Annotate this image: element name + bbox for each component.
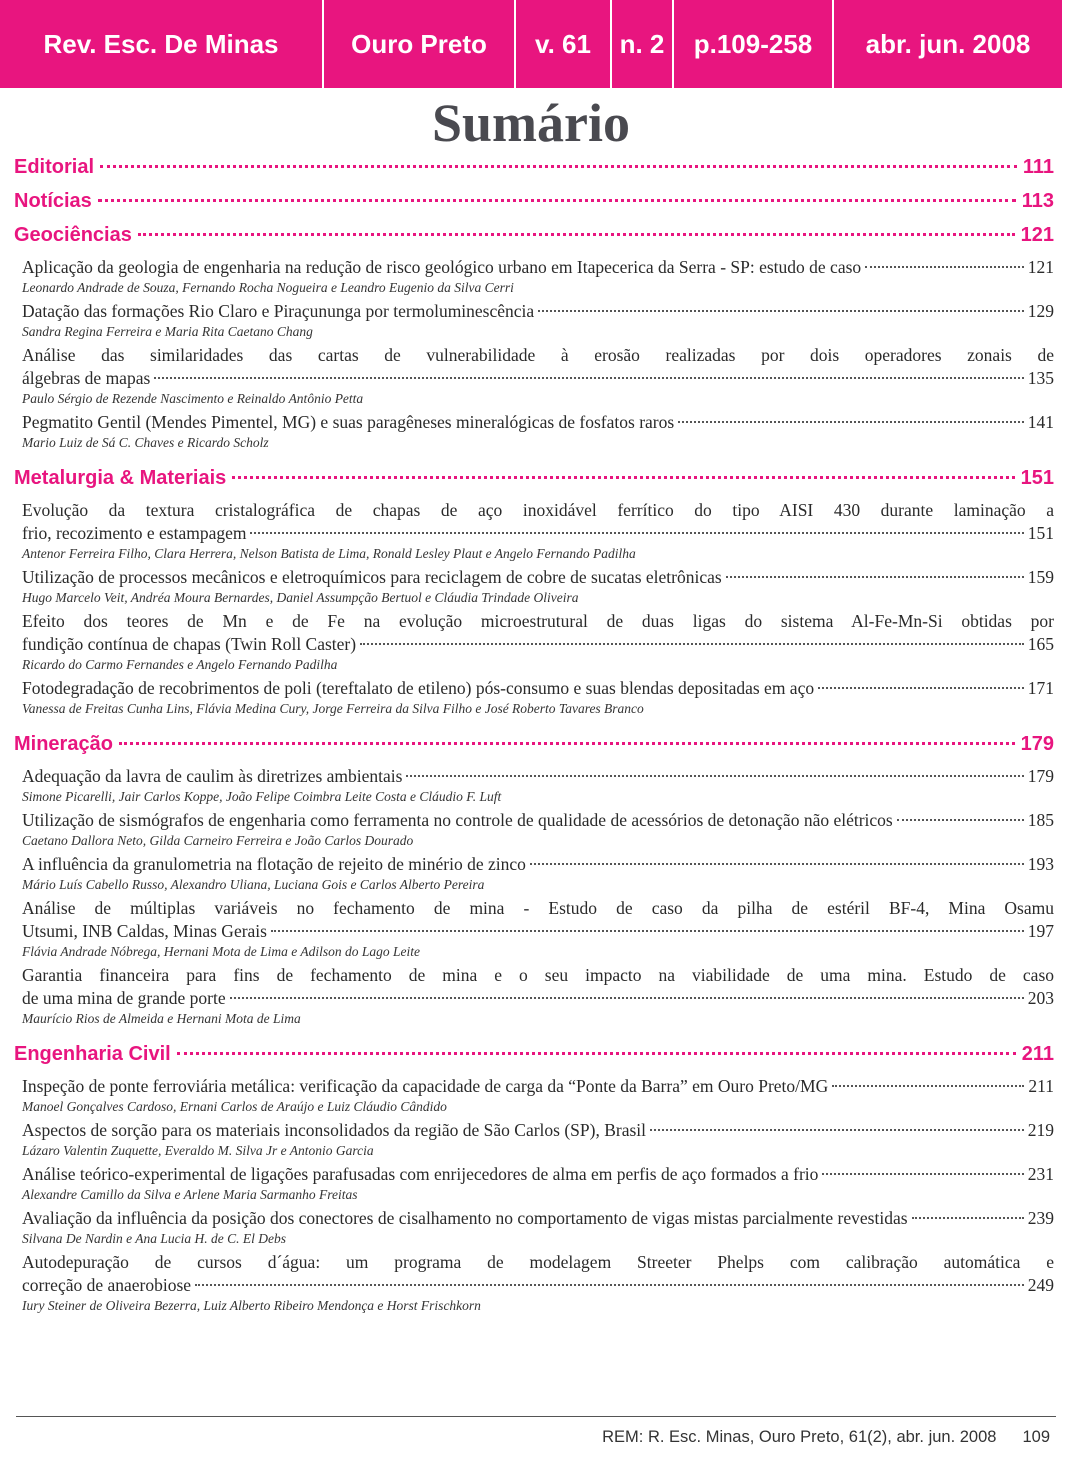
section-heading[interactable] bbox=[14, 224, 1054, 252]
article-authors: Antenor Ferreira Filho, Clara Herrera, Nelson Batista de Lima, Ronald Lesley Plaut e Angelo Fernando Padilha bbox=[22, 546, 636, 561]
dot-leader bbox=[232, 476, 1014, 479]
header-journal: Rev. Esc. De Minas bbox=[0, 0, 324, 88]
article-title-line: Inspeção de ponte ferroviária metálica: verificação da capacidade de carga da “Ponte da Barra” em Ouro Preto/MG bbox=[22, 1076, 829, 1096]
article-title bbox=[22, 853, 1054, 876]
article-entry[interactable] bbox=[14, 300, 1054, 340]
article-authors: Iury Steiner de Oliveira Bezerra, Luiz Alberto Ribeiro Mendonça e Horst Frischkorn bbox=[22, 1298, 481, 1313]
article-page: 249 bbox=[1027, 1275, 1054, 1295]
dot-leader bbox=[195, 1284, 1024, 1286]
article-title bbox=[22, 566, 1054, 589]
section-heading[interactable] bbox=[14, 467, 1054, 495]
article-entry[interactable] bbox=[14, 499, 1054, 562]
section-name: Editorial bbox=[14, 156, 95, 178]
section-page: 113 bbox=[1021, 190, 1054, 212]
header-date: abr. jun. 2008 bbox=[865, 28, 1031, 59]
dot-leader bbox=[897, 819, 1024, 821]
article-authors: Manoel Gonçalves Cardoso, Ernani Carlos de Araújo e Luiz Cláudio Cândido bbox=[22, 1099, 447, 1114]
article-title-line: Garantia financeira para fins de fechamento de mina e o seu impacto na viabilidade de uma mina. Estudo de caso bbox=[22, 965, 1054, 985]
dot-leader bbox=[406, 775, 1023, 777]
article-entry[interactable] bbox=[14, 1119, 1054, 1159]
article-title-line: álgebras de mapas bbox=[22, 368, 151, 388]
article-page: 135 bbox=[1027, 368, 1054, 388]
dot-leader bbox=[230, 997, 1024, 999]
dot-leader bbox=[271, 930, 1024, 932]
article-title-line: Utilização de processos mecânicos e eletroquímicos para reciclagem de cobre de sucatas eletrônicas bbox=[22, 567, 722, 587]
article-title bbox=[22, 256, 1054, 279]
section-name: Notícias bbox=[14, 190, 92, 212]
dot-leader bbox=[138, 233, 1015, 236]
dot-leader bbox=[100, 165, 1017, 168]
article-title bbox=[22, 300, 1054, 323]
article-entry[interactable] bbox=[14, 1075, 1054, 1115]
section-heading[interactable] bbox=[14, 156, 1054, 184]
article-entry[interactable] bbox=[14, 809, 1054, 849]
footer-page-number: 109 bbox=[1022, 1428, 1050, 1446]
article-entry[interactable] bbox=[14, 1163, 1054, 1203]
dot-leader bbox=[818, 687, 1024, 689]
article-title bbox=[22, 1207, 1054, 1230]
dot-leader bbox=[154, 377, 1023, 379]
journal-header-bar bbox=[0, 0, 1062, 88]
section-heading[interactable] bbox=[14, 190, 1054, 218]
article-title-line: de uma mina de grande porte bbox=[22, 988, 226, 1008]
article-authors: Caetano Dallora Neto, Gilda Carneiro Ferreira e João Carlos Dourado bbox=[22, 833, 414, 848]
article-entry[interactable] bbox=[14, 1251, 1054, 1314]
section-heading[interactable] bbox=[14, 1043, 1054, 1071]
article-authors: Alexandre Camillo da Silva e Arlene Maria Sarmanho Freitas bbox=[22, 1187, 358, 1202]
article-title bbox=[22, 1075, 1054, 1098]
article-page: 141 bbox=[1027, 412, 1054, 432]
article-title bbox=[22, 1163, 1054, 1186]
article-page: 185 bbox=[1027, 810, 1054, 830]
article-authors: Mario Luiz de Sá C. Chaves e Ricardo Scholz bbox=[22, 435, 269, 450]
article-title bbox=[22, 765, 1054, 788]
article-page: 151 bbox=[1027, 523, 1054, 543]
dot-leader bbox=[538, 310, 1024, 312]
article-entry[interactable] bbox=[14, 765, 1054, 805]
article-title-line: Aplicação da geologia de engenharia na redução de risco geológico urbano em Itapecerica da Serra - SP: estudo de caso bbox=[22, 257, 862, 277]
article-title-line: frio, recozimento e estampagem bbox=[22, 523, 247, 543]
article-title bbox=[22, 499, 1054, 545]
section-page: 121 bbox=[1020, 224, 1054, 246]
article-title-line: Análise das similaridades das cartas de vulnerabilidade à erosão realizadas por dois operadores zonais de bbox=[22, 345, 1054, 365]
article-page: 197 bbox=[1027, 921, 1054, 941]
article-entry[interactable] bbox=[14, 677, 1054, 717]
article-title bbox=[22, 677, 1054, 700]
article-page: 239 bbox=[1027, 1208, 1054, 1228]
article-authors: Lázaro Valentin Zuquette, Everaldo M. Silva Jr e Antonio Garcia bbox=[22, 1143, 374, 1158]
dot-leader bbox=[177, 1052, 1016, 1055]
article-entry[interactable] bbox=[14, 411, 1054, 451]
dot-leader bbox=[832, 1085, 1024, 1087]
dot-leader bbox=[726, 576, 1024, 578]
article-title-line: Pegmatito Gentil (Mendes Pimentel, MG) e suas paragêneses mineralógicas de fosfatos raros bbox=[22, 412, 675, 432]
article-title-line: Utsumi, INB Caldas, Minas Gerais bbox=[22, 921, 267, 941]
dot-leader bbox=[119, 742, 1015, 745]
section-name: Geociências bbox=[14, 224, 132, 246]
section-page: 111 bbox=[1022, 156, 1054, 178]
article-page: 179 bbox=[1027, 766, 1054, 786]
article-authors: Sandra Regina Ferreira e Maria Rita Caetano Chang bbox=[22, 324, 313, 339]
footer-citation: REM: R. Esc. Minas, Ouro Preto, 61(2), abr. jun. 2008 bbox=[602, 1428, 997, 1446]
article-entry[interactable] bbox=[14, 853, 1054, 893]
article-entry[interactable] bbox=[14, 566, 1054, 606]
article-title-line: Avaliação da influência da posição dos conectores de cisalhamento no comportamento de vigas mistas parcialmente revestidas bbox=[22, 1208, 908, 1228]
article-authors: Mário Luís Cabello Russo, Alexandro Uliana, Luciana Gois e Carlos Alberto Pereira bbox=[22, 877, 485, 892]
article-title bbox=[22, 897, 1054, 943]
section-page: 211 bbox=[1021, 1043, 1054, 1065]
article-title-line: correção de anaerobiose bbox=[22, 1275, 192, 1295]
article-entry[interactable] bbox=[14, 344, 1054, 407]
article-title-line: Utilização de sismógrafos de engenharia como ferramenta no controle de qualidade de acessórios de detonação não elétricos bbox=[22, 810, 893, 830]
article-authors: Silvana De Nardin e Ana Lucia H. de C. El Debs bbox=[22, 1231, 286, 1246]
article-entry[interactable] bbox=[14, 964, 1054, 1027]
article-authors: Flávia Andrade Nóbrega, Hernani Mota de Lima e Adilson do Lago Leite bbox=[22, 944, 420, 959]
header-pages: p.109-258 bbox=[674, 0, 834, 88]
article-title-line: Adequação da lavra de caulim às diretrizes ambientais bbox=[22, 766, 403, 786]
article-page: 121 bbox=[1027, 257, 1054, 277]
article-title-line: Datação das formações Rio Claro e Piraçununga por termoluminescência bbox=[22, 301, 535, 321]
footer-divider bbox=[16, 1416, 1056, 1417]
article-authors: Simone Picarelli, Jair Carlos Koppe, João Felipe Coimbra Leite Costa e Cláudio F. Luft bbox=[22, 789, 502, 804]
dot-leader bbox=[650, 1129, 1024, 1131]
article-page: 219 bbox=[1027, 1120, 1054, 1140]
dot-leader bbox=[250, 532, 1023, 534]
dot-leader bbox=[98, 199, 1016, 202]
dot-leader bbox=[822, 1173, 1023, 1175]
article-title bbox=[22, 1251, 1054, 1297]
footer bbox=[0, 1428, 1050, 1447]
article-title-line: A influência da granulometria na flotação de rejeito de minério de zinco bbox=[22, 854, 526, 874]
article-authors: Maurício Rios de Almeida e Hernani Mota de Lima bbox=[22, 1011, 301, 1026]
article-entry[interactable] bbox=[14, 256, 1054, 296]
section-page: 179 bbox=[1020, 733, 1054, 755]
article-title-line: Efeito dos teores de Mn e de Fe na evolução microestrutural de duas ligas do sistema Al-Fe-Mn-Si obtidas por bbox=[22, 611, 1054, 631]
article-title-line: Evolução da textura cristalográfica de chapas de aço inoxidável ferrítico do tipo AISI 430 durante laminação a bbox=[22, 500, 1054, 520]
section-page: 151 bbox=[1020, 467, 1054, 489]
article-authors: Leonardo Andrade de Souza, Fernando Rocha Nogueira e Leandro Eugenio da Silva Cerri bbox=[22, 280, 514, 295]
section-name: Mineração bbox=[14, 733, 113, 755]
header-city: Ouro Preto bbox=[324, 0, 516, 88]
header-volume: v. 61 bbox=[516, 0, 612, 88]
article-authors: Ricardo do Carmo Fernandes e Angelo Fernando Padilha bbox=[22, 657, 338, 672]
article-page: 211 bbox=[1028, 1076, 1054, 1096]
dot-leader bbox=[530, 863, 1024, 865]
header-number: n. 2 bbox=[612, 0, 674, 88]
section-name: Engenharia Civil bbox=[14, 1043, 171, 1065]
table-of-contents bbox=[14, 156, 1054, 1320]
article-authors: Hugo Marcelo Veit, Andréa Moura Bernardes, Daniel Assumpção Bertuol e Cláudia Trindade Oliveira bbox=[22, 590, 579, 605]
article-title bbox=[22, 411, 1054, 434]
article-title-line: Fotodegradação de recobrimentos de poli (tereftalato de etileno) pós-consumo e suas blendas depositadas em aço bbox=[22, 678, 815, 698]
article-title-line: fundição contínua de chapas (Twin Roll Caster) bbox=[22, 634, 357, 654]
article-title bbox=[22, 1119, 1054, 1142]
dot-leader bbox=[360, 643, 1024, 645]
article-page: 165 bbox=[1027, 634, 1054, 654]
dot-leader bbox=[865, 266, 1024, 268]
article-title bbox=[22, 610, 1054, 656]
article-page: 171 bbox=[1027, 678, 1054, 698]
article-entry[interactable] bbox=[14, 1207, 1054, 1247]
dot-leader bbox=[678, 421, 1024, 423]
article-authors: Paulo Sérgio de Rezende Nascimento e Reinaldo Antônio Petta bbox=[22, 391, 364, 406]
article-page: 193 bbox=[1027, 854, 1054, 874]
article-entry[interactable] bbox=[14, 610, 1054, 673]
section-heading[interactable] bbox=[14, 733, 1054, 761]
page-title: Sumário bbox=[431, 93, 631, 153]
article-title-line: Análise teórico-experimental de ligações parafusadas com enrijecedores de alma em perfis de aço formados a frio bbox=[22, 1164, 819, 1184]
article-page: 129 bbox=[1027, 301, 1054, 321]
article-title-line: Análise de múltiplas variáveis no fechamento de mina - Estudo de caso da pilha de estéril BF-4, Mina Osamu bbox=[22, 898, 1054, 918]
section-name: Metalurgia & Materiais bbox=[14, 467, 227, 489]
article-page: 159 bbox=[1027, 567, 1054, 587]
article-page: 203 bbox=[1027, 988, 1054, 1008]
article-page: 231 bbox=[1027, 1164, 1054, 1184]
dot-leader bbox=[912, 1217, 1024, 1219]
article-title bbox=[22, 809, 1054, 832]
article-title bbox=[22, 964, 1054, 1010]
article-authors: Vanessa de Freitas Cunha Lins, Flávia Medina Cury, Jorge Ferreira da Silva Filho e José Roberto Tavares Branco bbox=[22, 701, 644, 716]
article-entry[interactable] bbox=[14, 897, 1054, 960]
article-title bbox=[22, 344, 1054, 390]
article-title-line: Aspectos de sorção para os materiais inconsolidados da região de São Carlos (SP), Brasil bbox=[22, 1120, 647, 1140]
article-title-line: Autodepuração de cursos d´água: um programa de modelagem Streeter Phelps com calibração automática e bbox=[22, 1252, 1054, 1272]
